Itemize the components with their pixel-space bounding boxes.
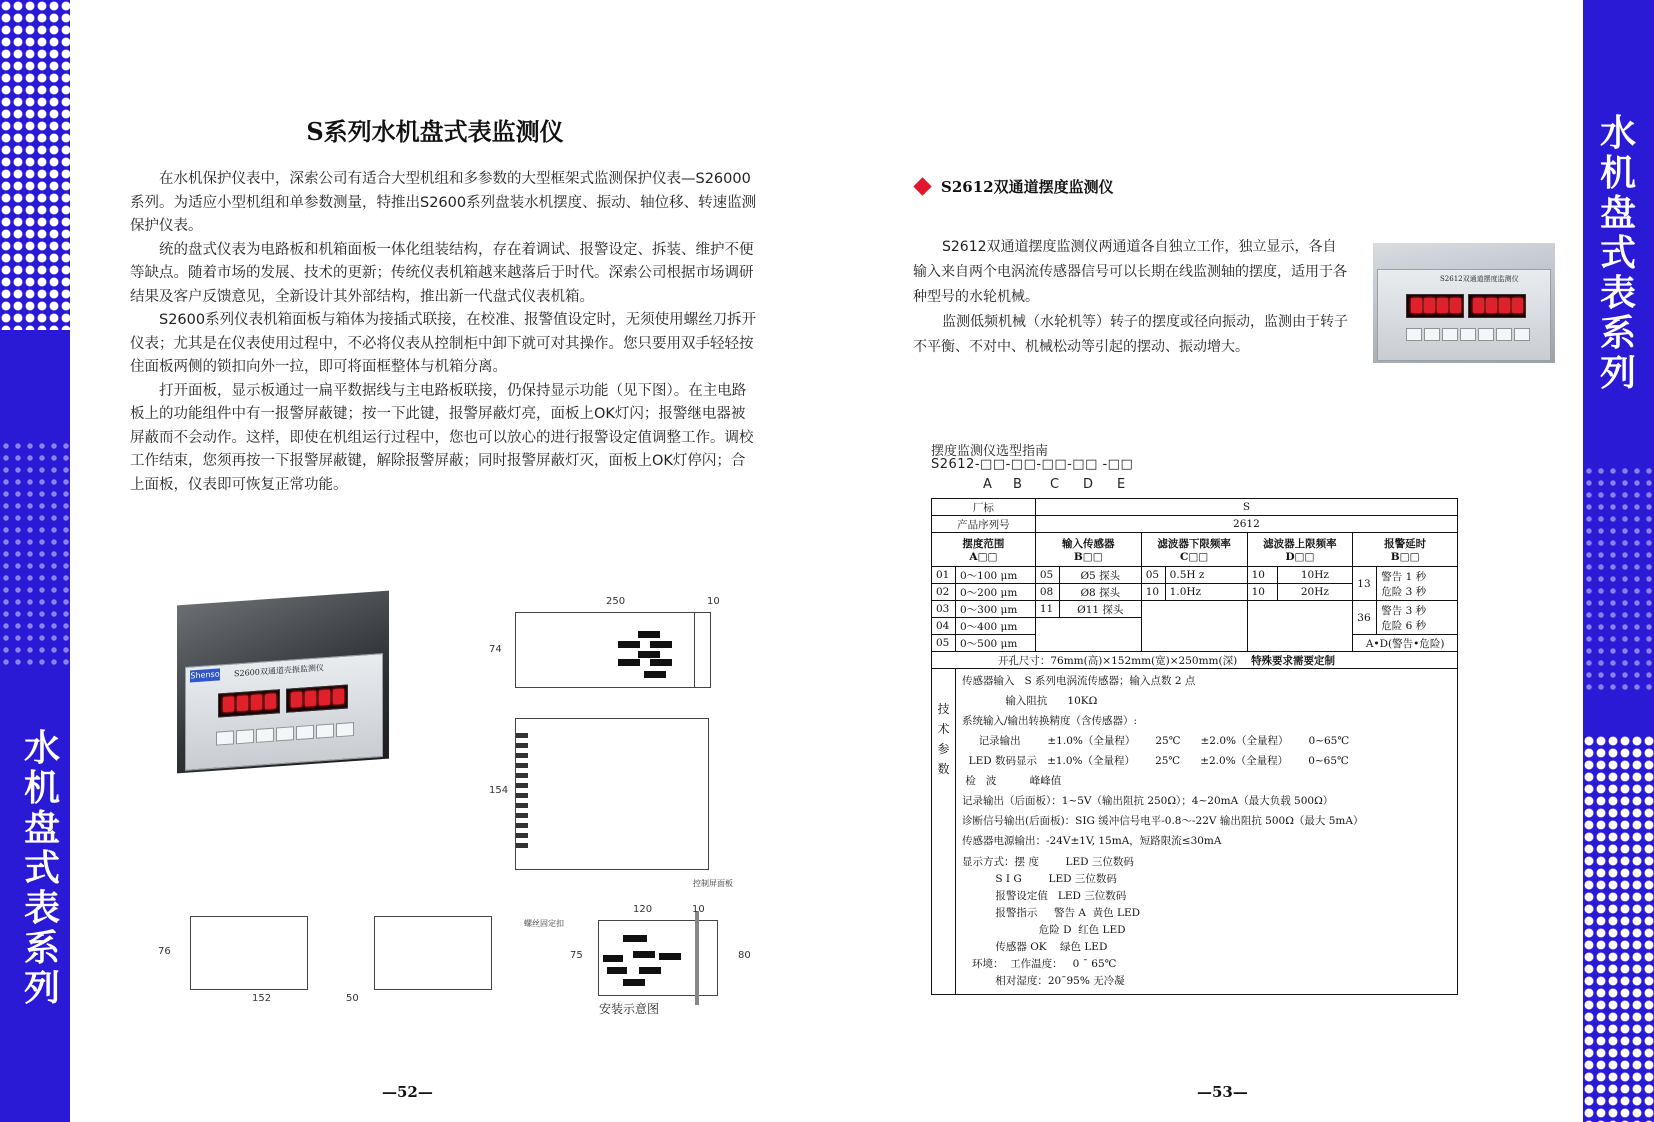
annotation-panel: 控制屏面板 [693,879,733,888]
table-row [932,601,1458,618]
s2612-device-photo [1373,243,1555,363]
dimension-label: 50 [346,993,359,1004]
table-row [932,669,1458,995]
panel-key [1514,328,1530,341]
header-name: 输入传感器 [1062,538,1115,550]
panel-key [276,726,294,741]
table-cell: 05 [1141,567,1165,584]
right-vertical-title: 水 机 盘 式 表 系 列 [1599,112,1636,394]
table-cell: 0～500 μm [955,635,1035,652]
table-cell: 36 [1353,601,1377,635]
panel-key [256,728,274,743]
table-cell: 0～400 μm [955,618,1035,635]
panel-key [1478,328,1494,341]
table-cell-empty [1035,618,1141,652]
table-cell: 厂标 [932,499,1036,516]
tech-line: 输入阻抗 10KΩ [961,695,1098,707]
table-cell: 03 [932,601,956,618]
column-header [932,533,1036,567]
table-row [932,652,1458,669]
alarm-line: 警告 1 秒 [1381,570,1427,583]
panel-key [236,729,254,744]
table-cell: 05 [932,635,956,652]
header-name: 报警延时 [1384,538,1427,550]
panel-key [1460,328,1476,341]
model-code: S2612-□□-□□-□□-□□ -□□ [931,457,1134,472]
dimension-label: 152 [252,993,272,1004]
code-letter: D [1083,477,1094,492]
code-letter: B [1013,477,1022,492]
table-cell: A•D(警告•危险) [1353,635,1458,652]
led-display-right [286,684,348,712]
header-name: 滤波器下限频率 [1157,538,1231,550]
cutout-size: 开孔尺寸：76mm(高)×152mm(宽)×250mm(深) [932,652,1248,669]
table-cell: 10 [1247,567,1277,584]
dimension-label: 75 [570,950,583,961]
panel-key [1496,328,1512,341]
table-cell: 10Hz [1277,567,1353,584]
table-cell: Ø11 探头 [1059,601,1141,618]
drawing-top-view [515,612,711,688]
panel-key [316,723,334,738]
panel-key [296,725,314,740]
guide-title: 摆度监测仪选型指南 [931,444,1049,459]
left-page-title: S系列水机盘式表监测仪 [306,117,564,146]
panel-key [1424,328,1440,341]
table-cell-empty [1141,601,1247,652]
tech-line: S I G LED 三位数码 [961,873,1117,885]
dot-pattern [0,0,70,330]
table-cell: 2612 [1035,516,1457,533]
alarm-line: 警告 3 秒 [1381,604,1427,617]
table-cell: Ø5 探头 [1059,567,1141,584]
header-code: C□□ [1180,551,1209,563]
right-body-text [913,235,1350,360]
panel-key [216,730,234,745]
alarm-line: 危险 3 秒 [1381,585,1427,598]
left-body-text [130,168,758,497]
tech-line: 传感器电源输出：-24V±1V, 15mA，短路限流≤30mA [961,835,1222,847]
table-row [932,567,1458,584]
tech-line: 报警设定值 LED 三位数码 [961,890,1127,902]
table-cell: 产品序列号 [932,516,1036,533]
device-front-panel [1377,269,1551,361]
tech-line: 记录输出（后面板）：1~5V（输出阻抗 250Ω）；4~20mA（最大负载 500Ω） [961,795,1334,807]
led-display-right [1468,294,1526,318]
tech-line: 危险 D 红色 LED [961,924,1126,936]
header-code: D□□ [1285,551,1315,563]
led-display-left [218,689,280,717]
dimension-label: 120 [633,904,653,915]
table-row [932,499,1458,516]
table-cell: 13 [1353,567,1377,601]
tech-line: 记录输出 ±1.0%（全量程） 25℃ ±2.0%（全量程） 0~65℃ [961,735,1350,747]
header-code: B□□ [1073,551,1103,563]
dimension-label: 154 [489,785,509,796]
tech-line: 检 波 峰峰值 [961,775,1062,787]
left-vertical-title: 水 机 盘 式 表 系 列 [23,727,60,1009]
code-letter: C [1050,477,1060,492]
table-cell: Ø8 探头 [1059,584,1141,601]
table-cell: 0.5H z [1165,567,1247,584]
drawing-side-view [515,718,709,870]
table-cell: S [1035,499,1457,516]
tech-line: 系统输入/输出转换精度（含传感器）: [961,715,1138,727]
dimension-label: 76 [158,946,171,957]
left-side-band [0,0,70,1122]
tech-params-label: 技 术 参 数 [932,669,956,995]
table-cell: 08 [1035,584,1059,601]
paragraph: S2600系列仪表机箱面板与箱体为接插式联接，在校准、报警值设定时，无须使用螺丝刀拆开仪表；尤其是在仪表使用过程中，不必将仪表从控制柜中卸下就可对其操作。您只要用双手轻轻按住面板两侧的锁扣向外一拉，即可将面框整体与机箱分离。 [130,312,757,375]
column-header [1247,533,1353,567]
page-number-right: —53— [1197,1083,1248,1101]
drawing-cutout-back [374,916,492,990]
code-letter: A [983,477,992,492]
header-name: 滤波器上限频率 [1263,538,1337,550]
alarm-line: 危险 6 秒 [1381,619,1427,632]
table-cell: 11 [1035,601,1059,618]
drawing-caption: 安装示意图 [599,1002,660,1016]
table-cell [1377,567,1458,601]
paragraph: 在水机保护仪表中，深索公司有适合大型机组和多参数的大型框架式监测保护仪表—S26000系列。为适应小型机组和单参数测量，特推出S2600系列盘装水机摆度、振动、轴位移、转速监测保护仪表。 [130,171,757,234]
bullet-diamond-icon [913,177,931,195]
device-front-panel [185,653,383,771]
table-cell-empty [1247,601,1353,652]
drawing-install-view [598,920,718,996]
dimension-label: 10 [692,904,705,915]
table-cell: 05 [1035,567,1059,584]
code-letter: E [1117,477,1126,492]
table-cell: 1.0Hz [1165,584,1247,601]
section-title: S2612双通道摆度监测仪 [941,178,1114,196]
table-cell [1377,601,1458,635]
tech-line: 显示方式：摆 度 LED 三位数码 [961,856,1134,868]
tech-line: 诊断信号输出(后面板)：SIG 缓冲信号电平-0.8～-22V 输出阻抗 500Ω（最大 5mA） [961,815,1364,827]
paragraph: 监测低频机械（水轮机等）转子的摆度或径向振动，监测由于转子不平衡、不对中、机械松动等引起的摆动、振动增大。 [913,314,1348,355]
table-row [932,533,1458,567]
drawing-cutout-front [190,916,308,990]
special-requirements: 特殊要求需要定制 [1247,652,1457,669]
brand-logo: Shenso [190,668,220,682]
tech-line: 相对湿度：20¯95% 无冷凝 [961,975,1125,987]
header-code: B□□ [1390,551,1420,563]
table-cell: 10 [1141,584,1165,601]
table-cell: 01 [932,567,956,584]
dot-pattern [1583,735,1654,1122]
paragraph: S2612双通道摆度监测仪两通道各自独立工作，独立显示，各自输入来自两个电涡流传感器信号可以长期在线监测轴的摆度，适用于各种型号的水轮机械。 [913,239,1347,305]
table-cell: 20Hz [1277,584,1353,601]
table-cell: 02 [932,584,956,601]
header-code: A□□ [969,551,998,563]
s2600-device-photo [177,591,389,774]
table-cell: 0～200 μm [955,584,1035,601]
device-label: S2612双通道摆度监测仪 [1440,275,1519,283]
dimension-label: 74 [489,644,502,655]
paragraph: 统的盘式仪表为电路板和机箱面板一体化组装结构，存在着调试、报警设定、拆装、维护不便等缺点。随着市场的发展、技术的更新；传统仪表机箱越来越落后于时代。深索公司根据市场调研结果及客户反馈意见，全新设计其外部结构，推出新一代盘式仪表机箱。 [130,241,754,305]
tech-line: 传感器输入 S 系列电涡流传感器；输入点数 2 点 [961,675,1196,687]
tech-line: 环境： 工作温度： 0 ¯ 65℃ [961,958,1117,970]
selection-table [931,498,1458,995]
right-side-band [1583,0,1654,1122]
panel-key [1442,328,1458,341]
tech-params [955,669,1457,995]
tech-line: LED 数码显示 ±1.0%（全量程） 25℃ ±2.0%（全量程） 0~65℃ [961,755,1349,767]
table-cell: 10 [1247,584,1277,601]
column-header [1035,533,1141,567]
table-cell: 0～100 μm [955,567,1035,584]
dot-pattern [1583,465,1654,695]
table-cell: 0～300 μm [955,601,1035,618]
dimension-label: 10 [707,596,720,607]
panel-key [1406,328,1422,341]
table-cell: 04 [932,618,956,635]
led-display-left [1406,294,1464,318]
header-name: 摆度范围 [962,538,1005,550]
tech-line: 传感器 OK 绿色 LED [961,941,1108,953]
table-row [932,516,1458,533]
dot-pattern [0,440,70,670]
annotation-screw: 螺丝固定扣 [524,919,564,928]
tech-line: 报警指示 警告 A 黄色 LED [961,907,1141,919]
device-label: S2600双通道壳振监测仪 [234,663,324,679]
panel-key [336,722,354,737]
column-header [1141,533,1247,567]
dimension-label: 80 [738,950,751,961]
page-number-left: —52— [382,1083,433,1101]
column-header [1353,533,1458,567]
dimension-label: 250 [606,596,626,607]
paragraph: 打开面板，显示板通过一扁平数据线与主电路板联接，仍保持显示功能（见下图）。在主电路板上的功能组件中有一报警屏蔽键；按一下此键，报警屏蔽灯亮，面板上OK灯闪；报警继电器被屏蔽而不会动作。这样，即使在机组运行过程中，您也可以放心的进行报警设定值调整工作。调校工作结束，您须再按一下报警屏蔽键，解除报警屏蔽；同时报警屏蔽灯灭，面板上OK灯停闪；合上面板，仪表即可恢复正常功能。 [130,382,754,493]
